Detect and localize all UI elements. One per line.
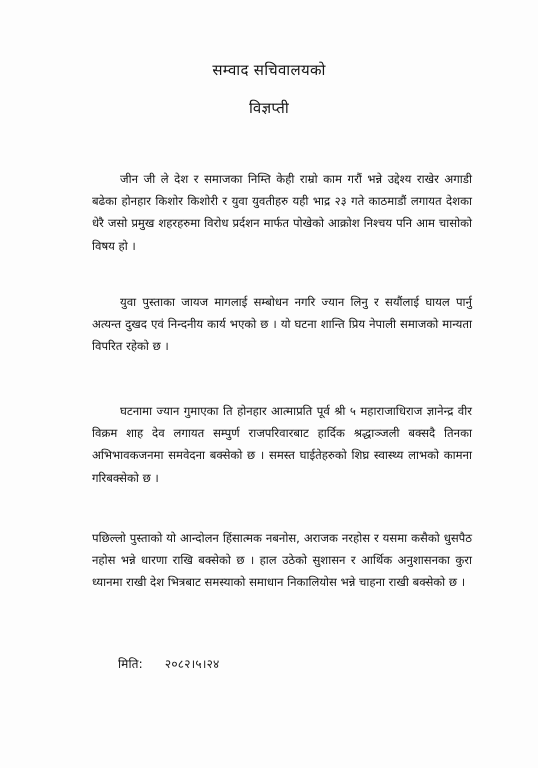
body-paragraph-2 (92, 291, 472, 358)
date-line (118, 655, 219, 672)
paragraph-text: जीन जी ले देश र समाजका निम्ति केही राम्रो काम गरौं भन्ने उद्देश्य राखेर अगाडी बढेका होनहार किशोर किशोरी र युवा युवतीहरु यही भाद्र २३ गते काठमाडौं लगायत देशका धेरै जसो प्रमुख शहरहरुमा विरोध प्रर्दशन मार्फत पोखेको आक्रोश निश्चय पनि आम चासोको विषय हो । (92, 172, 472, 253)
body-paragraph-3 (92, 400, 472, 489)
date-label: मिति: (118, 657, 143, 671)
office-heading: सम्वाद सचिवालयको (212, 61, 326, 79)
paragraph-text: युवा पुस्ताका जायज मागलाई सम्बोधन नगरि ज्यान लिनु र सयौंलाई घायल पार्नु अत्यन्त दुखद एवं निन्दनीय कार्य भएको छ । यो घटना शान्ति प्रिय नेपाली समाजको मान्यता विपरित रहेको छ । (92, 295, 472, 354)
date-value: २०८२।५।२४ (164, 657, 220, 671)
document-title: विज्ञप्ती (248, 99, 290, 117)
paragraph-text: पछिल्लो पुस्ताको यो आन्दोलन हिंसात्मक नबनोस, अराजक नरहोस र यसमा कसैको धुसपैठ नहोस भन्ने धारणा राखि बक्सेको छ । हाल उठेको सुशासन र आर्थिक अनुशासनका कुरा ध्यानमा राखी देश भित्रबाट समस्याको समाधान निकालियोस भन्ने चाहना राखी बक्सेको छ । (92, 531, 472, 590)
body-paragraph-4 (92, 527, 472, 594)
paragraph-text: घटनामा ज्यान गुमाएका ति होनहार आत्माप्रति पूर्व श्री ५ महाराजाधिराज ज्ञानेन्द्र वीर विक्रम शाह देव लगायत सम्पुर्ण राजपरिवारबाट हार्दिक श्रद्धाञ्जली बक्सदै तिनका अभिभावकजनमा समवेदना बक्सेको छ । समस्त घाईतेहरुको शिघ्र स्वास्थ्य लाभको कामना गरिबक्सेको छ । (92, 404, 472, 485)
body-paragraph-1 (92, 168, 472, 257)
